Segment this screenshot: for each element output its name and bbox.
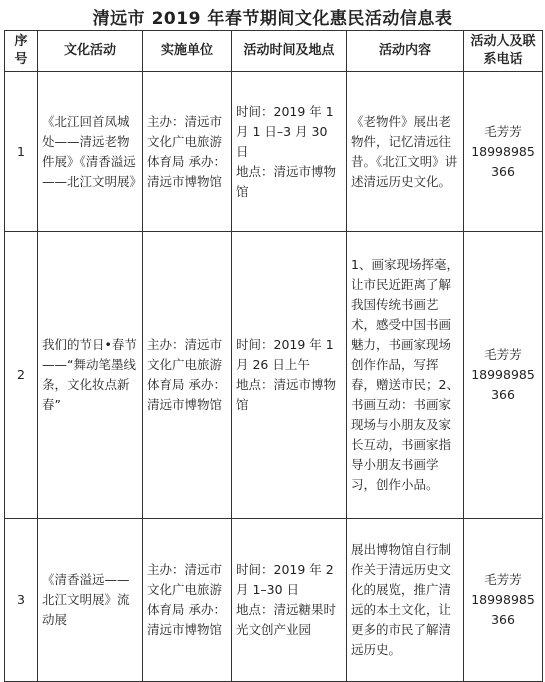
activity-cell: 《清香溢远——北江文明展》流动展 [38, 519, 143, 682]
contact-name: 毛芳芳 [484, 123, 522, 139]
header-activity: 文化活动 [38, 31, 143, 72]
activity-time: 时间：2019 年 1 月 26 日上午 [236, 337, 334, 372]
header-contact: 活动人及联系电话 [464, 31, 543, 72]
time-place-cell [232, 72, 347, 232]
activity-time: 时间：2019 年 2 月 1–30 日 [236, 562, 334, 597]
contact-phone: 18998985366 [471, 592, 535, 627]
contact-phone: 18998985366 [471, 143, 535, 179]
table-row [5, 519, 543, 682]
header-no: 序号 [5, 31, 38, 72]
table-header-row [5, 31, 543, 72]
activity-time: 时间：2019 年 1 月 1 日–3 月 30 日 [236, 103, 334, 159]
row-number: 1 [5, 72, 38, 232]
contact-cell [464, 72, 543, 232]
content-cell: 展出博物馆自行制作关于清远历史文化的展览，推广清远的本土文化，让更多的市民了解清远历史。 [347, 519, 464, 682]
activity-table [4, 30, 543, 682]
content-cell: 1、画家现场挥毫，让市民近距离了解我国传统书画艺术，感受中国书画魅力，书画家现场创作作品，写挥春，赠送市民；2、书画互动：书画家现场与小朋友及家长互动，书画家指导小朋友书画学习，创作小品。 [347, 232, 464, 519]
table-row [5, 72, 543, 232]
unit-cell: 主办：清远市文化广电旅游体育局 承办：清远市博物馆 [143, 232, 232, 519]
content-cell: 《老物件》展出老物件，记忆清远往昔。《北江文明》讲述清远历史文化。 [347, 72, 464, 232]
time-place-cell [232, 519, 347, 682]
time-place-cell [232, 232, 347, 519]
contact-phone: 18998985366 [471, 367, 535, 402]
header-content: 活动内容 [347, 31, 464, 72]
row-number: 2 [5, 232, 38, 519]
header-time-place: 活动时间及地点 [232, 31, 347, 72]
header-unit: 实施单位 [143, 31, 232, 72]
activity-place: 地点：清远市博物馆 [236, 163, 337, 199]
activity-place: 地点：清远糖果时光文创产业园 [236, 602, 337, 637]
activity-cell: 我们的节日•春节——“舞动笔墨线条，文化妆点新春” [38, 232, 143, 519]
unit-cell: 主办：清远市文化广电旅游体育局 承办：清远市博物馆 [143, 519, 232, 682]
activity-place: 地点：清远市博物馆 [236, 377, 337, 412]
contact-cell [464, 232, 543, 519]
row-number: 3 [5, 519, 38, 682]
unit-cell: 主办：清远市文化广电旅游体育局 承办：清远市博物馆 [143, 72, 232, 232]
activity-cell: 《北江回首凤城处——清远老物件展》《清香溢远——北江文明展》 [38, 72, 143, 232]
table-row [5, 232, 543, 519]
contact-name: 毛芳芳 [484, 572, 522, 587]
page-title: 清远市 2019 年春节期间文化惠民活动信息表 [92, 9, 453, 29]
contact-cell [464, 519, 543, 682]
contact-name: 毛芳芳 [484, 347, 522, 362]
